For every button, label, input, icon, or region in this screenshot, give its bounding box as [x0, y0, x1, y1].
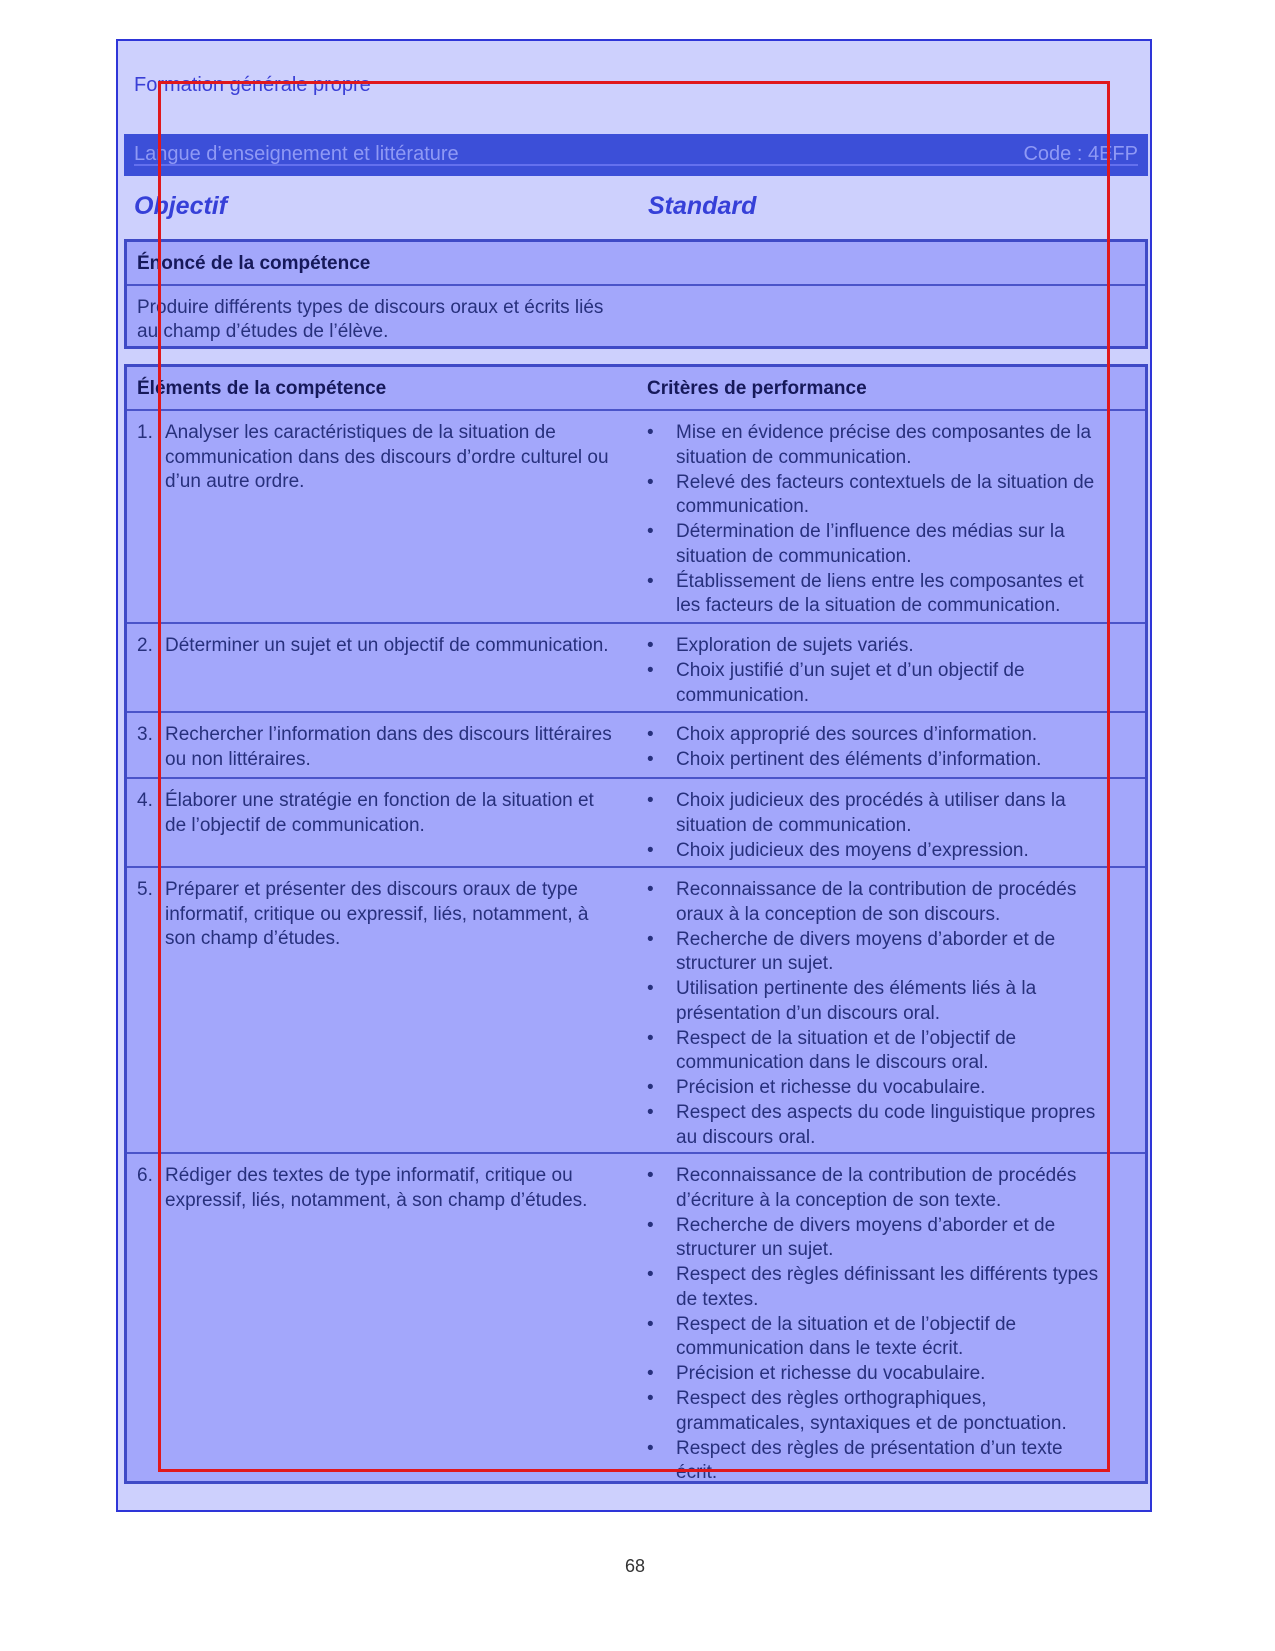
criteria-cell: [647, 723, 1102, 773]
page-number: 68: [625, 1556, 646, 1576]
criterion-text: Recherche de divers moyens d’aborder et de structurer un sujet.: [676, 1214, 1056, 1260]
element-text: Analyser les caractéristiques de la situation de communication dans des discours d’ordre culturel ou d’un autre ordre.: [165, 422, 609, 492]
table-row: [127, 713, 1145, 779]
criterion-item: [647, 471, 1102, 520]
criteria-cell: [647, 789, 1102, 864]
enonce-title: Énoncé de la compétence: [137, 253, 371, 274]
bullet-icon: •: [647, 1214, 654, 1236]
objectif-heading: Objectif: [134, 192, 228, 220]
criterion-item: [647, 421, 1102, 470]
bullet-icon: •: [647, 790, 654, 811]
criterion-item: [647, 748, 1102, 773]
criterion-text: Choix pertinent des éléments d’information.: [676, 749, 1042, 770]
criterion-item: [647, 1362, 1102, 1387]
criterion-item: [647, 789, 1102, 838]
bullet-icon: •: [647, 1077, 654, 1098]
element-text: Préparer et présenter des discours oraux de type informatif, critique ou expressif, liés, notamment, à son champ d’études.: [165, 879, 589, 949]
criterion-text: Choix judicieux des moyens d’expression.: [676, 839, 1029, 861]
bullet-icon: •: [647, 1165, 654, 1186]
table-row: [127, 868, 1145, 1154]
bullet-icon: •: [647, 1388, 654, 1409]
criterion-item: [647, 570, 1102, 619]
criterion-item: [647, 1263, 1102, 1312]
criterion-text: Détermination de l’influence des médias sur la situation de communication.: [676, 521, 1065, 567]
criterion-text: Reconnaissance de la contribution de procédés d’écriture à la conception de son texte.: [676, 1165, 1077, 1211]
criterion-item: [647, 878, 1102, 927]
bullet-icon: •: [647, 879, 654, 900]
element-number: 3.: [137, 724, 153, 745]
discipline-band: [124, 134, 1148, 176]
bullet-icon: •: [647, 724, 654, 745]
criterion-text: Mise en évidence précise des composantes de la situation de communication.: [676, 422, 1092, 468]
criteria-cell: [647, 878, 1102, 1151]
bullet-icon: •: [647, 521, 654, 542]
criterion-text: Respect des règles de présentation d’un texte écrit.: [676, 1437, 1063, 1483]
element-text: Déterminer un sujet et un objectif de communication.: [165, 635, 609, 656]
table-row: [127, 411, 1145, 624]
bullet-icon: •: [647, 635, 654, 656]
criteria-cell: [647, 1164, 1102, 1486]
criterion-item: [647, 723, 1102, 748]
criterion-text: Respect des règles définissant les différents types de textes.: [676, 1264, 1099, 1310]
bullet-icon: •: [647, 1102, 654, 1123]
criterion-item: [647, 977, 1102, 1026]
standard-heading: Standard: [648, 192, 757, 220]
col-elements: Éléments de la compétence: [137, 378, 387, 399]
criterion-item: [647, 1214, 1102, 1263]
bullet-icon: •: [647, 422, 654, 443]
criterion-text: Établissement de liens entre les composantes et les facteurs de la situation de communication.: [676, 570, 1084, 616]
criterion-item: [647, 928, 1102, 977]
criterion-item: [647, 1027, 1102, 1076]
table-row: [127, 624, 1145, 713]
criterion-text: Précision et richesse du vocabulaire.: [676, 1363, 986, 1384]
criterion-item: [647, 839, 1102, 864]
criterion-item: [647, 1313, 1102, 1362]
element-number: 1.: [137, 422, 153, 443]
criterion-text: Choix approprié des sources d’information.: [676, 724, 1038, 745]
criterion-text: Reconnaissance de la contribution de procédés oraux à la conception de son discours.: [676, 879, 1077, 925]
discipline-title: Langue d’enseignement et littérature: [134, 143, 459, 165]
criterion-text: Exploration de sujets variés.: [676, 635, 914, 656]
bullet-icon: •: [647, 978, 654, 999]
course-code: Code : 4EFP: [1023, 143, 1138, 165]
criterion-text: Recherche de divers moyens d’aborder et de structurer un sujet.: [676, 928, 1056, 974]
criterion-item: [647, 1164, 1102, 1213]
bullet-icon: •: [647, 1313, 654, 1335]
competence-table: [124, 364, 1148, 1484]
bullet-icon: •: [647, 1363, 654, 1384]
table-row: [127, 779, 1145, 868]
criterion-item: [647, 659, 1102, 708]
criteria-cell: [647, 634, 1102, 709]
criterion-text: Relevé des facteurs contextuels de la situation de communication.: [676, 471, 1095, 517]
table-row: [127, 1154, 1145, 1488]
criterion-text: Utilisation pertinente des éléments liés à la présentation d’un discours oral.: [676, 978, 1037, 1024]
criterion-text: Respect de la situation et de l’objectif de communication dans le texte écrit.: [676, 1313, 1017, 1359]
criterion-text: Choix justifié d’un sujet et d’un objectif de communication.: [676, 660, 1025, 706]
enonce-section: [124, 239, 1148, 349]
criterion-text: Respect de la situation et de l’objectif de communication dans le discours oral.: [676, 1027, 1017, 1073]
enonce-text: Produire différents types de discours oraux et écrits liés au champ d’études de l’élève.: [137, 297, 604, 342]
bullet-icon: •: [647, 1437, 654, 1459]
program-title: Formation générale propre: [134, 74, 371, 96]
bullet-icon: •: [647, 471, 654, 493]
enonce-header: [127, 242, 1145, 286]
criterion-text: Respect des aspects du code linguistique propres au discours oral.: [676, 1102, 1096, 1148]
criteria-cell: [647, 421, 1102, 619]
table-header: [127, 367, 1145, 411]
criterion-item: [647, 1387, 1102, 1436]
criterion-item: [647, 1076, 1102, 1101]
bullet-icon: •: [647, 1027, 654, 1049]
bullet-icon: •: [647, 749, 654, 770]
criterion-item: [647, 1101, 1102, 1150]
criterion-text: Précision et richesse du vocabulaire.: [676, 1077, 986, 1098]
criterion-item: [647, 1437, 1102, 1486]
bullet-icon: •: [647, 928, 654, 950]
col-criteres: Critères de performance: [647, 378, 867, 399]
criterion-text: Respect des règles orthographiques, grammaticales, syntaxiques et de ponctuation.: [676, 1388, 1067, 1434]
bullet-icon: •: [647, 660, 654, 681]
criterion-item: [647, 520, 1102, 569]
element-number: 2.: [137, 635, 153, 656]
band-rule: [134, 164, 1138, 166]
criterion-text: Choix judicieux des procédés à utiliser dans la situation de communication.: [676, 790, 1066, 836]
element-text: Rédiger des textes de type informatif, critique ou expressif, liés, notamment, à son champ d’études.: [165, 1165, 588, 1211]
bullet-icon: •: [647, 839, 654, 861]
element-number: 4.: [137, 790, 153, 811]
element-text: Élaborer une stratégie en fonction de la situation et de l’objectif de communication.: [165, 790, 594, 836]
element-number: 5.: [137, 879, 153, 900]
element-text: Rechercher l’information dans des discours littéraires ou non littéraires.: [165, 724, 612, 770]
criterion-item: [647, 634, 1102, 659]
element-number: 6.: [137, 1165, 153, 1186]
bullet-icon: •: [647, 570, 654, 592]
bullet-icon: •: [647, 1264, 654, 1285]
